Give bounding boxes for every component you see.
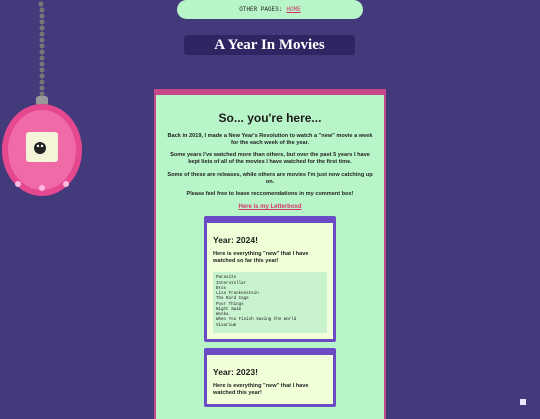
movie-item: Wonka (216, 313, 229, 318)
scroll-corner-icon (520, 399, 526, 405)
intro-paragraph-2: Some years I've watched more than others, but over the past 5 years I have kept lists of all of the movies I have watched for the first time. (170, 152, 370, 166)
movie-item: Parasite (216, 276, 237, 281)
year-title: Year: 2024! (213, 235, 258, 245)
letterboxd-link[interactable]: Here is my Letterboxd (238, 203, 302, 210)
movie-item: Vivarium (216, 323, 237, 328)
top-nav (177, 0, 363, 19)
movie-item: When You Finish Saving the World (216, 318, 297, 323)
movie-list (213, 272, 327, 333)
year-subtitle: Here is everything "new" that I have watched so far this year! (213, 251, 309, 264)
movie-item: Interstellar (216, 281, 247, 286)
movie-item: Poor Things (216, 302, 244, 307)
movie-item: Night Swim (216, 307, 242, 312)
tamagotchi-image (0, 0, 90, 200)
year-subtitle: Here is everything "new" that I have watched this year! (213, 383, 309, 396)
page-title: A Year In Movies (184, 35, 355, 55)
nav-label: OTHER PAGES: (239, 6, 283, 13)
intro-heading: So... you're here... (218, 111, 322, 125)
movie-item: Lisa Frankenstein (216, 292, 259, 297)
home-link[interactable]: HOME (286, 6, 301, 13)
movie-item: Brox (216, 286, 227, 291)
intro-paragraph-1: Back in 2019, I made a New Year's Resolution to watch a "new" movie a week for the each week of the year. (167, 133, 373, 146)
year-card-2024 (204, 216, 336, 342)
main-panel (154, 89, 386, 419)
year-title: Year: 2023! (213, 367, 258, 377)
intro-paragraph-3: Some of these are releases, while others are movies I'm just now catching up on. (167, 171, 373, 185)
movie-item: The Bird Cage (216, 297, 249, 302)
intro-paragraph-4: Please feel free to leave reccomendations in my comment box! (186, 191, 354, 198)
year-card-2023 (204, 348, 336, 407)
